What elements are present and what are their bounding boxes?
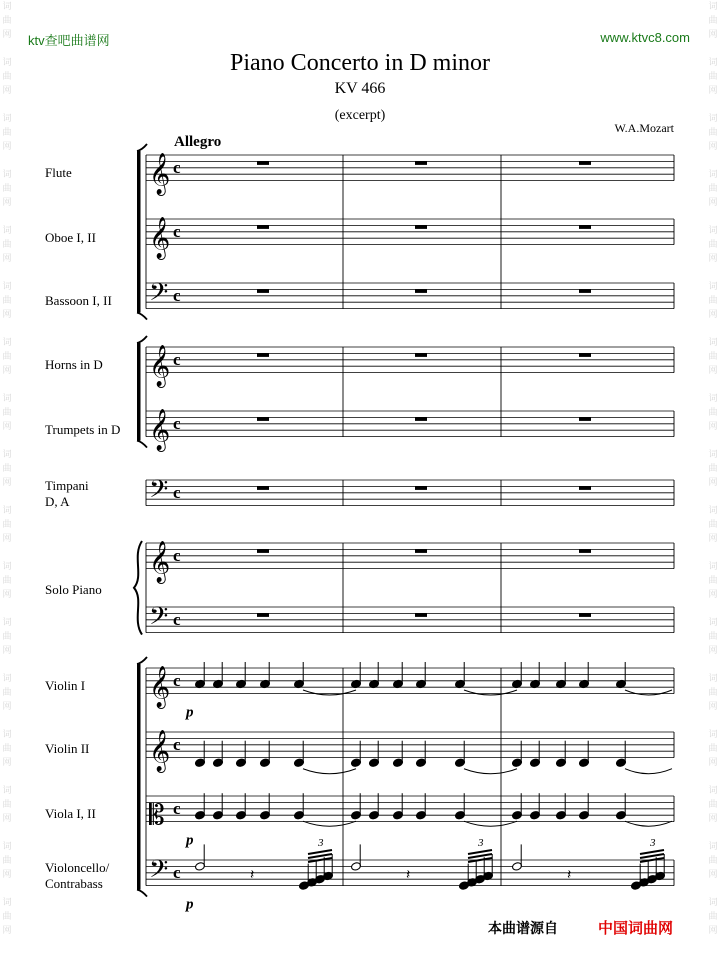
- whole-rest-icon: [415, 289, 427, 293]
- bracket-hook: [137, 144, 147, 151]
- instrument-label-solo-piano: Solo Piano: [45, 582, 102, 597]
- time-signature: c: [173, 285, 181, 305]
- whole-rest-icon: [579, 289, 591, 293]
- instrument-label-trumpets: Trumpets in D: [45, 422, 121, 437]
- treble-clef-icon: 𝄞: [149, 217, 171, 259]
- treble-clef-icon: 𝄞: [149, 541, 171, 583]
- tuplet-number: 3: [318, 837, 324, 849]
- whole-rest-icon: [579, 613, 591, 617]
- tie: [625, 769, 672, 774]
- alto-clef-icon: 𝄡: [149, 798, 165, 832]
- beam: [640, 850, 664, 854]
- beam: [468, 850, 492, 854]
- bracket-bar: [137, 343, 141, 441]
- whole-rest-icon: [579, 225, 591, 229]
- time-signature: c: [173, 545, 181, 565]
- whole-rest-icon: [415, 225, 427, 229]
- treble-clef-icon: 𝄞: [149, 730, 171, 772]
- score-title: Piano Concerto in D minor: [230, 50, 490, 76]
- dynamic-piano: p: [186, 704, 194, 721]
- time-signature: c: [173, 157, 181, 177]
- bracket-bar: [137, 151, 141, 313]
- time-signature: c: [173, 413, 181, 433]
- tempo-marking: Allegro: [174, 134, 222, 150]
- treble-clef-icon: 𝄞: [149, 409, 171, 451]
- whole-rest-icon: [579, 161, 591, 165]
- tie: [625, 690, 672, 695]
- whole-rest-icon: [257, 486, 269, 490]
- whole-rest-icon: [579, 417, 591, 421]
- whole-rest-icon: [579, 549, 591, 553]
- bracket-hook: [137, 313, 147, 320]
- system-brackets: [134, 144, 147, 897]
- beam: [640, 854, 664, 858]
- footer-source-site[interactable]: 中国词曲网: [598, 919, 674, 937]
- dynamic-piano: p: [186, 896, 194, 913]
- whole-rest-icon: [257, 613, 269, 617]
- footer-source-label: 本曲谱源自: [488, 921, 558, 937]
- treble-clef-icon: 𝄞: [149, 345, 171, 387]
- instrument-label-cello-bass: Violoncello/ Contrabass: [45, 860, 110, 891]
- beam: [308, 850, 332, 854]
- whole-rest-icon: [257, 417, 269, 421]
- bass-clef-icon: 𝄢: [149, 601, 169, 637]
- instrument-label-horns: Horns in D: [45, 357, 103, 372]
- watermark-text-left: 词 曲 网 词 曲 网 词 曲 网 词 曲 网 词 曲 网 词 曲 网 词 曲 网 词 曲 网 词 曲 网 词 曲 网 词 曲 网 词 曲 网 词 曲 网 词 曲 网 词 曲 网 词 曲 网 词 曲 网: [2, 2, 12, 936]
- composer-name: W.A.Mozart: [614, 121, 674, 135]
- treble-clef-icon: 𝄞: [149, 153, 171, 195]
- time-signature: c: [173, 609, 181, 629]
- catalog-number: KV 466: [334, 80, 386, 97]
- bass-clef-icon: 𝄢: [149, 854, 169, 890]
- bass-clef-icon: 𝄢: [149, 277, 169, 313]
- time-signature: c: [173, 734, 181, 754]
- time-signature: c: [173, 862, 181, 882]
- dynamic-piano: p: [186, 832, 194, 849]
- tie: [303, 769, 356, 774]
- piano-brace: [134, 541, 142, 635]
- instrument-label-viola: Viola I, II: [45, 806, 96, 821]
- whole-rest-icon: [415, 549, 427, 553]
- tie: [464, 769, 517, 774]
- time-signature: c: [173, 349, 181, 369]
- instrument-label-timpani: Timpani D, A: [45, 478, 89, 509]
- bracket-hook: [137, 657, 147, 664]
- score-subtitle: (excerpt): [334, 108, 386, 123]
- tie: [464, 690, 517, 695]
- bracket-bar: [137, 664, 141, 890]
- whole-rest-icon: [257, 549, 269, 553]
- instrument-label-violin-1: Violin I: [45, 678, 86, 693]
- tuplet-number: 3: [478, 837, 484, 849]
- notes: [195, 662, 672, 890]
- whole-rest-icon: [415, 486, 427, 490]
- treble-clef-icon: 𝄞: [149, 666, 171, 708]
- whole-rest-icon: [257, 225, 269, 229]
- time-signature: c: [173, 670, 181, 690]
- bracket-hook: [137, 336, 147, 343]
- instrument-label-flute: Flute: [45, 165, 72, 180]
- whole-rest-icon: [415, 353, 427, 357]
- whole-rest-icon: [579, 486, 591, 490]
- watermark-text-right: 词 曲 网 词 曲 网 词 曲 网 词 曲 网 词 曲 网 词 曲 网 词 曲 网 词 曲 网 词 曲 网 词 曲 网 词 曲 网 词 曲 网 词 曲 网 词 曲 网 词 曲 网 词 曲 网 词 曲 网: [708, 2, 718, 936]
- beam: [308, 854, 332, 858]
- whole-rest-icon: [415, 161, 427, 165]
- whole-rest-icon: [257, 353, 269, 357]
- quarter-rest-icon: 𝄽: [567, 867, 572, 884]
- clefs: [149, 153, 181, 890]
- instrument-label-oboe: Oboe I, II: [45, 230, 96, 245]
- whole-rest-icon: [415, 613, 427, 617]
- time-signature: c: [173, 221, 181, 241]
- whole-rest-icon: [415, 417, 427, 421]
- whole-rests: [257, 161, 591, 617]
- time-signature: c: [173, 798, 181, 818]
- beam: [468, 854, 492, 858]
- instrument-label-violin-2: Violin II: [45, 741, 90, 756]
- bracket-hook: [137, 441, 147, 448]
- bass-clef-icon: 𝄢: [149, 474, 169, 510]
- tie: [303, 690, 356, 695]
- time-signature: c: [173, 482, 181, 502]
- instrument-label-bassoon: Bassoon I, II: [45, 293, 112, 308]
- whole-rest-icon: [257, 289, 269, 293]
- header-site-left[interactable]: ktv查吧曲谱网: [28, 33, 110, 48]
- staff-lines: [146, 155, 674, 886]
- quarter-rest-icon: 𝄽: [250, 867, 255, 884]
- whole-rest-icon: [579, 353, 591, 357]
- tuplet-number: 3: [650, 837, 656, 849]
- bracket-hook: [137, 890, 147, 897]
- header-site-right[interactable]: www.ktvc8.com: [600, 30, 690, 45]
- quarter-rest-icon: 𝄽: [406, 867, 411, 884]
- whole-rest-icon: [257, 161, 269, 165]
- barlines: [146, 155, 674, 886]
